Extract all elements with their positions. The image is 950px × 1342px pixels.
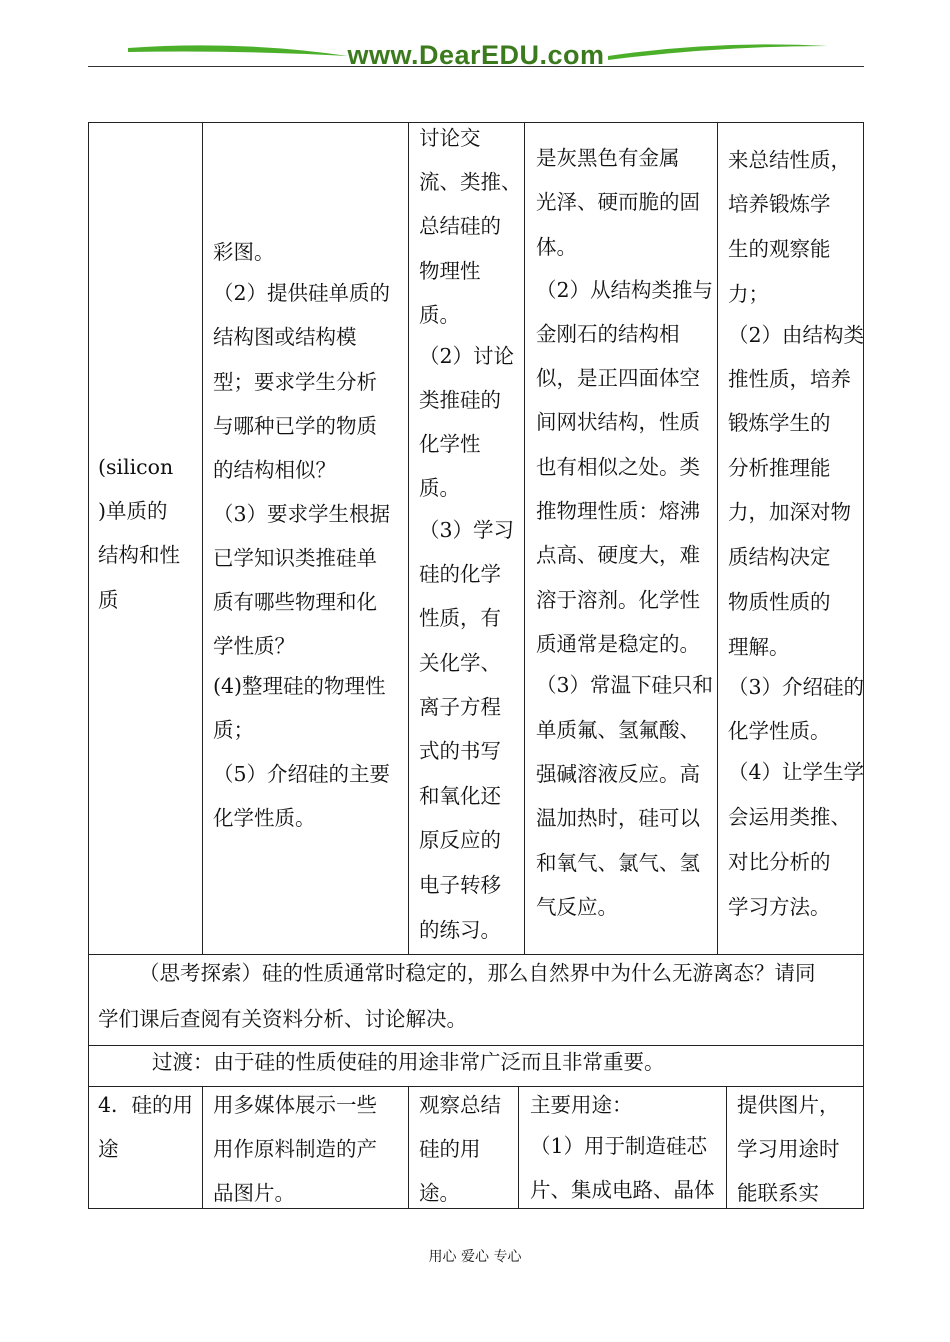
cell-line: 片、集成电路、晶体 (530, 1178, 715, 1202)
cell-line: （2）提供硅单质的 (213, 281, 391, 305)
cell-line: )单质的 (98, 499, 168, 523)
cell-line: 式的书写 (419, 739, 501, 763)
cell-line: 已学知识类推硅单 (213, 546, 377, 570)
cell-line: (silicon (98, 455, 174, 479)
cell-line: 关化学、 (419, 651, 501, 675)
cell-line: 总结硅的 (419, 214, 501, 238)
page-footer: 用心 爱心 专心 (428, 1249, 522, 1265)
cell-line: 提供图片， (737, 1093, 840, 1117)
cell-line: 类推硅的 (419, 388, 501, 412)
cell-line: 力； (728, 282, 769, 306)
cell-line: 质。 (419, 476, 460, 500)
cell-line: 讨论交 (419, 126, 481, 150)
cell-line: 能联系实 (737, 1181, 819, 1205)
cell-line: 化学性 (419, 432, 481, 456)
cell-line: 结构和性 (98, 543, 180, 567)
cell-line: 电子转移 (419, 873, 501, 897)
cell-line: 质结构决定 (728, 545, 831, 569)
cell-line: 气反应。 (536, 895, 618, 919)
cell-line: 也有相似之处。类 (536, 455, 700, 479)
cell-line: 硅的化学 (419, 562, 501, 586)
think-line: 学们课后查阅有关资料分析、讨论解决。 (98, 1007, 467, 1031)
think-line: （思考探索）硅的性质通常时稳定的，那么自然界中为什么无游离态？请同 (139, 961, 816, 985)
cell-line: 推物理性质：熔沸 (536, 499, 700, 523)
cell-line: 点高、硬度大，难 (536, 543, 700, 567)
cell-line: 对比分析的 (728, 850, 831, 874)
cell-line: 光泽、硬而脆的固 (536, 190, 700, 214)
cell-line: （2）由结构类 (728, 323, 865, 347)
cell-line: 型；要求学生分析 (213, 370, 377, 394)
cell-line: 与哪种已学的物质 (213, 414, 377, 438)
cell-line: 和氧化还 (419, 784, 501, 808)
cell-line: 强碱溶液反应。高 (536, 762, 700, 786)
cell-line: 质有哪些物理和化 (213, 590, 377, 614)
cell-line: （3）常温下硅只和 (536, 673, 714, 697)
right-swoosh-decoration (608, 42, 828, 60)
cell-line: 生的观察能 (728, 237, 831, 261)
cell-line: 推性质，培养 (728, 367, 851, 391)
cell-line: 是灰黑色有金属 (536, 146, 680, 170)
site-header (88, 30, 864, 70)
cell-line: 原反应的 (419, 828, 501, 852)
cell-line: 质； (213, 718, 254, 742)
cell-line: （3）介绍硅的 (728, 675, 865, 699)
cell-line: 单质氟、氢氟酸、 (536, 718, 700, 742)
cell-line: 用作原料制造的产 (213, 1137, 377, 1161)
cell-line: （2）从结构类推与 (536, 278, 714, 302)
cell-line: 用多媒体展示一些 (213, 1093, 377, 1117)
cell-line: 和氧气、氯气、氢 (536, 851, 700, 875)
cell-line: 结构图或结构模 (213, 325, 357, 349)
cell-line: 会运用类推、 (728, 805, 851, 829)
cell-line: 学习方法。 (728, 895, 831, 919)
cell-line: 锻炼学生的 (728, 411, 831, 435)
cell-line: 似，是正四面体空 (536, 366, 700, 390)
cell-line: （1）用于制造硅芯 (530, 1134, 708, 1158)
site-logo[interactable]: www.DearEDU.com (347, 40, 605, 70)
cell-line: 质 (98, 588, 119, 612)
cell-line: （4）让学生学 (728, 760, 865, 784)
cell-line: 主要用途： (530, 1093, 633, 1117)
cell-line: 间网状结构，性质 (536, 410, 700, 434)
cell-line: （2）讨论 (419, 344, 515, 368)
cell-line: 力，加深对物 (728, 500, 851, 524)
cell-line: 质。 (419, 303, 460, 327)
cell-line: （3）学习 (419, 518, 515, 542)
cell-line: 硅的用 (419, 1137, 481, 1161)
cell-line: 性质，有 (419, 606, 501, 630)
cell-line: 培养锻炼学 (728, 192, 831, 216)
header-rule (88, 66, 864, 67)
cell-line: 彩图。 (213, 240, 275, 264)
cell-line: 质通常是稳定的。 (536, 632, 700, 656)
cell-line: 的练习。 (419, 918, 501, 942)
cell-line: 金刚石的结构相 (536, 322, 680, 346)
cell-line: 品图片。 (213, 1181, 295, 1205)
cell-line: 途。 (419, 1181, 460, 1205)
cell-line: 化学性质。 (728, 719, 831, 743)
cell-line: 流、类推、 (419, 170, 522, 194)
cell-line: 学习用途时 (737, 1137, 840, 1161)
cell-line: (4)整理硅的物理性 (213, 674, 386, 698)
cell-line: 物理性 (419, 259, 481, 283)
cell-line: 分析推理能 (728, 456, 831, 480)
cell-line: 温加热时，硅可以 (536, 806, 700, 830)
cell-line: 理解。 (728, 635, 790, 659)
cell-line: 离子方程 (419, 695, 501, 719)
cell-line: 学性质？ (213, 634, 295, 658)
cell-line: 观察总结 (419, 1093, 501, 1117)
cell-line: 体。 (536, 235, 577, 259)
cell-line: （3）要求学生根据 (213, 502, 391, 526)
cell-line: 的结构相似？ (213, 458, 336, 482)
cell-line: 途 (98, 1137, 119, 1161)
cell-line: 4．硅的用 (98, 1093, 194, 1117)
transition-row: 过渡：由于硅的性质使硅的用途非常广泛而且非常重要。 (152, 1050, 665, 1074)
cell-line: 化学性质。 (213, 806, 316, 830)
cell-line: （5）介绍硅的主要 (213, 762, 391, 786)
cell-line: 物质性质的 (728, 590, 831, 614)
cell-line: 溶于溶剂。化学性 (536, 588, 700, 612)
cell-line: 来总结性质， (728, 148, 851, 172)
